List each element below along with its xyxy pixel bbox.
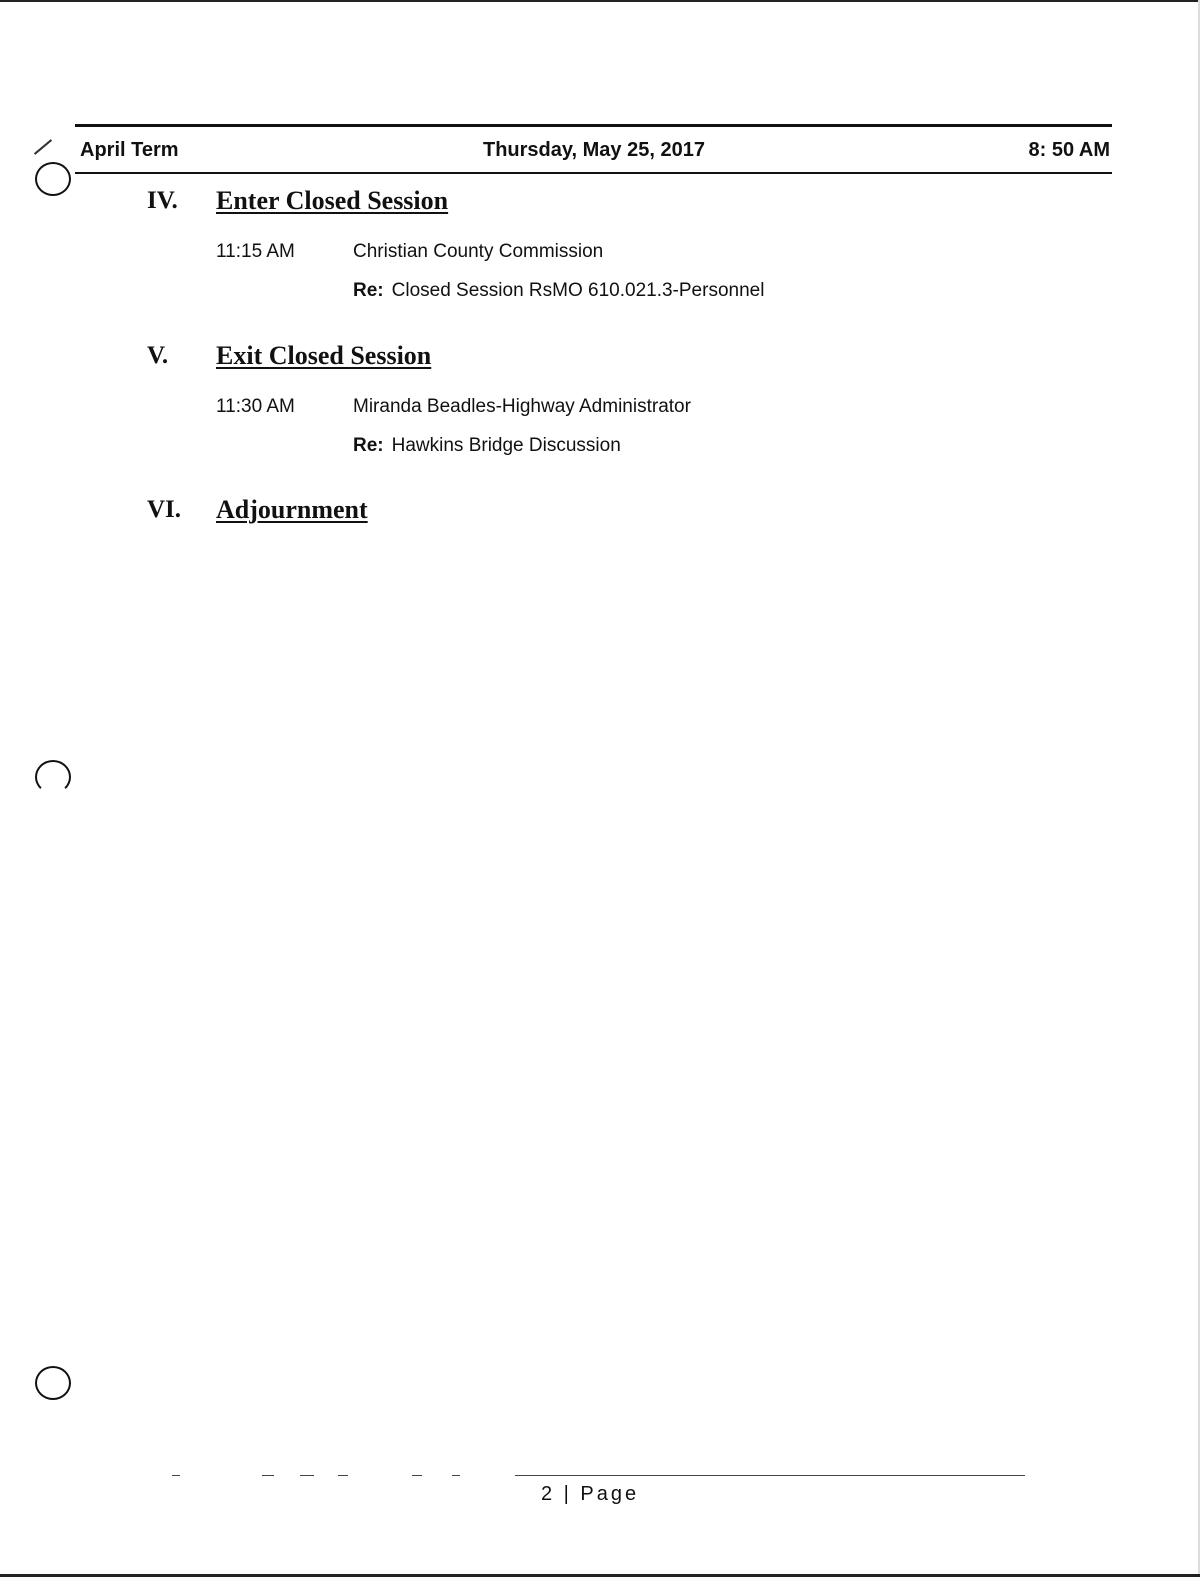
agenda-item-time: 11:15 AM (216, 241, 295, 262)
section-numeral: V. (147, 342, 169, 369)
scan-mark (34, 139, 52, 155)
footer-rule-segment (262, 1475, 274, 1476)
section-numeral: IV. (147, 187, 178, 214)
footer-rule-segment (515, 1475, 1025, 1476)
footer-rule-segment (412, 1475, 422, 1476)
re-text: Hawkins Bridge Discussion (391, 435, 621, 456)
header-bottom-rule (75, 172, 1112, 174)
header-term: April Term (80, 139, 179, 161)
section-numeral: VI. (147, 496, 182, 523)
footer-rule-segment (300, 1475, 314, 1476)
section-title: Exit Closed Session (216, 341, 432, 370)
page-top-border (0, 0, 1200, 2)
punch-hole-icon (35, 162, 71, 196)
agenda-item-time: 11:30 AM (216, 396, 295, 417)
section-title: Enter Closed Session (216, 186, 449, 215)
agenda-item-re (353, 434, 621, 458)
agenda-item-description: Miranda Beadles-Highway Administrator (353, 396, 691, 417)
section-title: Adjournment (216, 495, 368, 524)
re-text: Closed Session RsMO 610.021.3-Personnel (391, 280, 765, 301)
agenda-item-re (353, 279, 764, 303)
header-date: Thursday, May 25, 2017 (483, 139, 705, 161)
re-label: Re: (353, 280, 384, 301)
footer-rule-segment (338, 1475, 348, 1476)
re-label: Re: (353, 435, 384, 456)
header-top-rule (75, 124, 1112, 127)
page-number: 2 | Page (541, 1483, 640, 1505)
footer-rule-segment (452, 1475, 460, 1476)
punch-hole-icon (35, 1366, 71, 1400)
header-time: 8: 50 AM (1028, 139, 1110, 161)
footer-rule-segment (172, 1475, 180, 1476)
punch-hole-icon (35, 760, 71, 794)
agenda-item-description: Christian County Commission (353, 241, 604, 262)
